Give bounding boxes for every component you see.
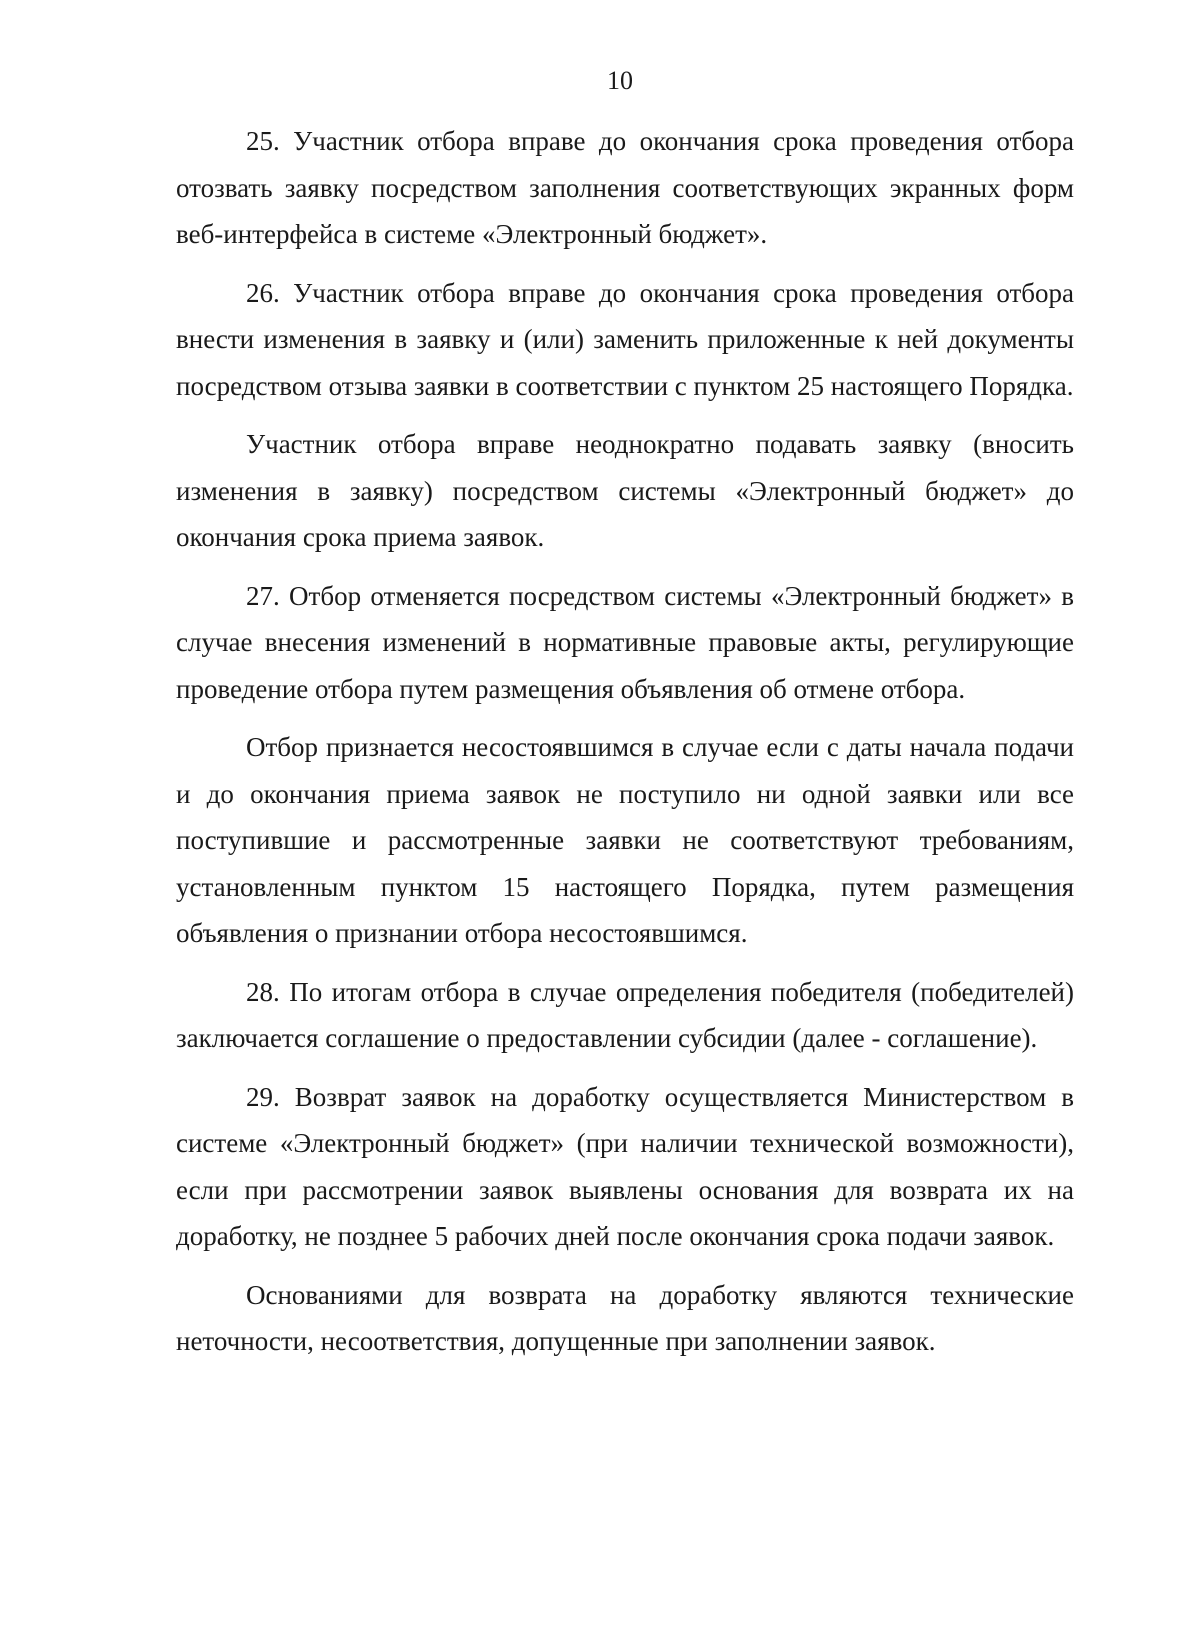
paragraph-25: 25. Участник отбора вправе до окончания срока проведения отбора отозвать заявку посредством заполнения соответствующих экранных форм веб-интерфейса в системе «Электронный бюджет».: [176, 126, 1074, 249]
paragraph-28: 28. По итогам отбора в случае определения победителя (победителей) заключается соглашение о предоставлении субсидии (далее - соглашение).: [176, 976, 1074, 1053]
paragraph-27-continuation: Отбор признается несостоявшимся в случае если с даты начала подачи и до окончания приема заявок не поступило ни одной заявки или все поступившие и рассмотренные заявки не соответствуют требованиям, установленным пунктом 15 настоящего Порядка, путем размещения объявления о признании отбора несостоявшимся.: [176, 732, 1074, 948]
page-number: 10: [607, 66, 633, 95]
paragraph-29-continuation: Основаниями для возврата на доработку являются технические неточности, несоответствия, допущенные при заполнении заявок.: [176, 1279, 1074, 1356]
paragraph-27: 27. Отбор отменяется посредством системы «Электронный бюджет» в случае внесения изменений в нормативные правовые акты, регулирующие проведение отбора путем размещения объявления об отмене отбора.: [176, 580, 1074, 704]
paragraph-26-continuation: Участник отбора вправе неоднократно подавать заявку (вносить изменения в заявку) посредством системы «Электронный бюджет» до окончания срока приема заявок.: [176, 429, 1074, 552]
paragraph-26: 26. Участник отбора вправе до окончания срока проведения отбора внести изменения в заявку и (или) заменить приложенные к ней документы посредством отзыва заявки в соответствии с пунктом 25 настоящего Порядка.: [176, 277, 1074, 401]
paragraph-29: 29. Возврат заявок на доработку осуществляется Министерством в системе «Электронный бюджет» (при наличии технической возможности), если при рассмотрении заявок выявлены основания для возврата их на доработку, не позднее 5 рабочих дней после окончания срока подачи заявок.: [176, 1081, 1074, 1251]
document-body: [176, 118, 1074, 1377]
